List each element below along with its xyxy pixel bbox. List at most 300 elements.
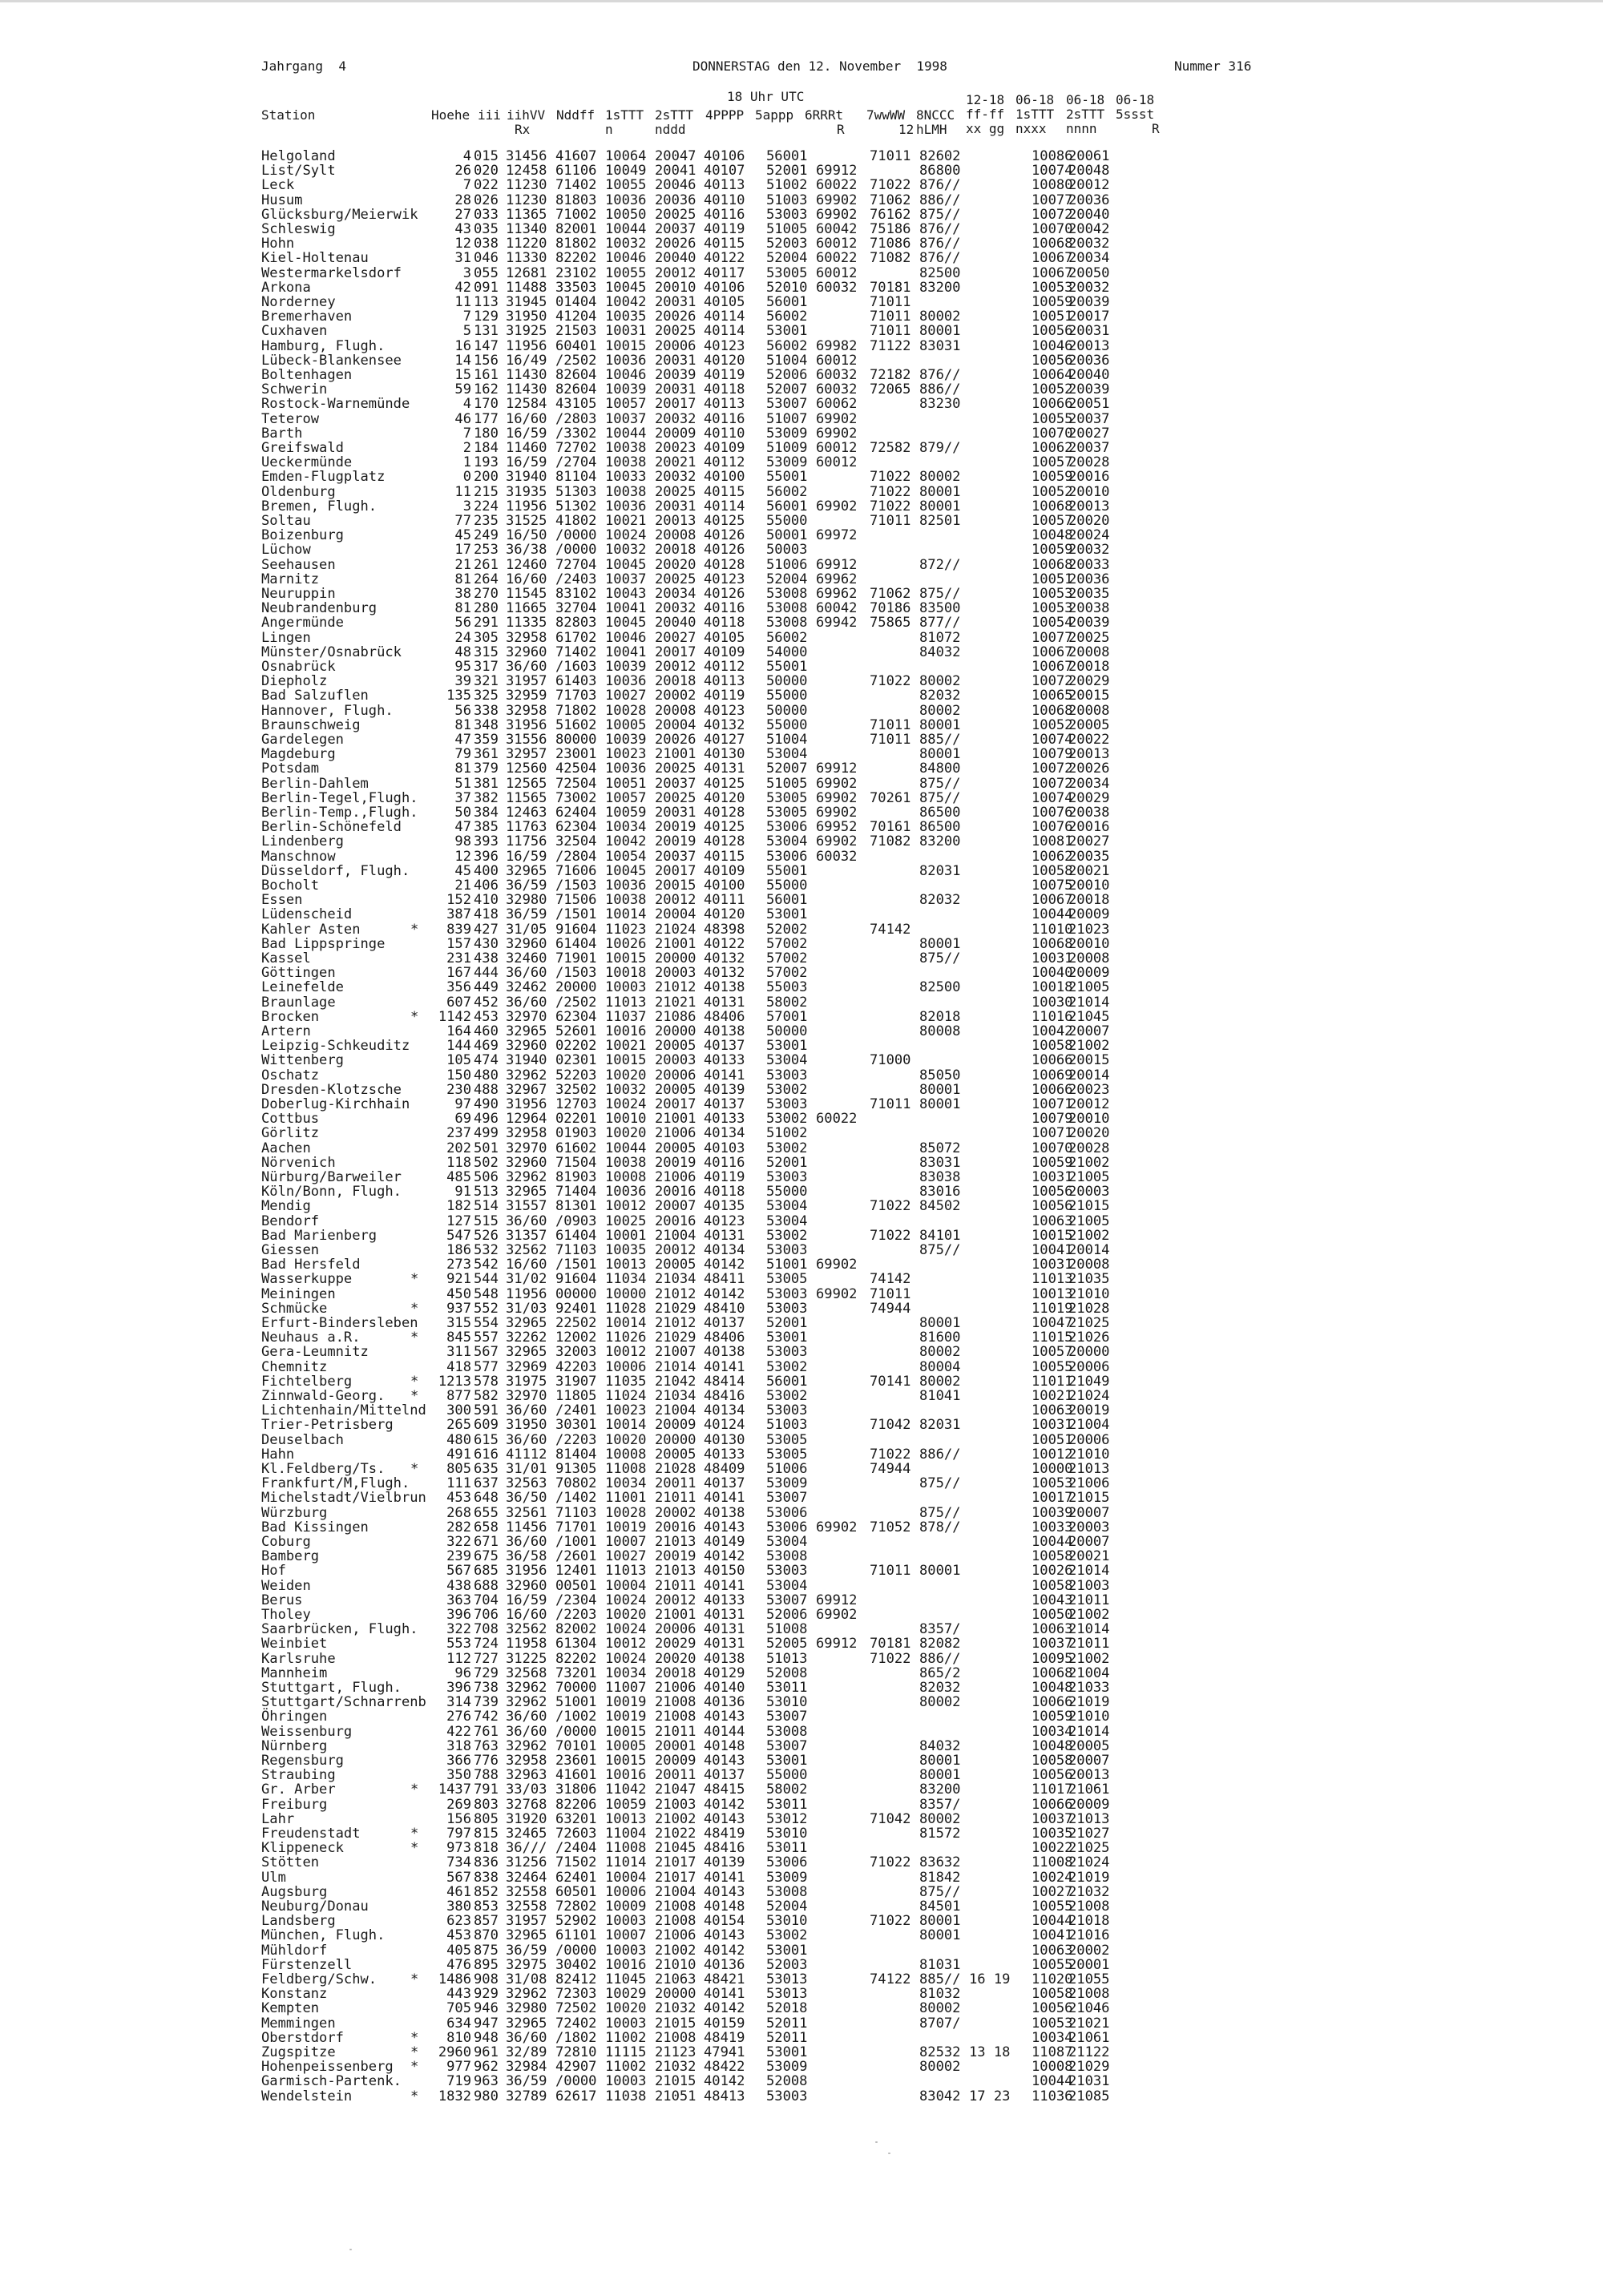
table-row	[261, 1433, 1143, 1447]
group-1sttt-0618: 10037	[1032, 1810, 1073, 1827]
station-id: 033	[474, 206, 499, 223]
station-name: Kempten	[261, 2000, 320, 2017]
group-2sttt-0618: 21016	[1068, 1927, 1110, 1944]
group-2sttt-0618: 21122	[1068, 2044, 1110, 2060]
table-row	[261, 295, 1143, 309]
group-1sttt: 10013	[605, 1257, 647, 1273]
station-id: 359	[474, 732, 499, 748]
group-1sttt: 10059	[605, 805, 647, 821]
group-ihvv: 36/60	[506, 1534, 547, 1550]
station-name: Cottbus	[261, 1111, 320, 1128]
group-1sttt-0618: 10063	[1032, 1942, 1073, 1959]
station-name: Bad Marienberg	[261, 1227, 378, 1244]
group-ihvv: 36/38	[506, 542, 547, 559]
column-header-line: iihVV	[507, 107, 546, 123]
group-2sttt: 20005	[655, 1081, 697, 1098]
table-row	[261, 1214, 1143, 1229]
group-1sttt-0618: 11019	[1032, 1300, 1073, 1317]
group-1sttt-0618: 10080	[1032, 177, 1073, 194]
station-name: Berlin-Schönefeld	[261, 819, 402, 836]
group-5appp: 53007	[766, 1592, 808, 1608]
group-8nccc: 875//	[919, 789, 961, 806]
altitude: 28	[454, 192, 471, 208]
group-ihvv: 32958	[506, 629, 547, 646]
station-name: Braunlage	[261, 994, 336, 1011]
group-1sttt: 10016	[605, 1023, 647, 1039]
group-5appp: 51003	[766, 192, 808, 208]
altitude: 4	[462, 396, 471, 413]
group-4pppp: 40131	[704, 994, 745, 1011]
group-1sttt-0618: 10053	[1032, 1475, 1073, 1492]
group-5appp: 51004	[766, 732, 808, 748]
group-1sttt-0618: 10068	[1032, 236, 1073, 252]
group-ihvv: 36/59	[506, 878, 547, 894]
group-nddff: /2803	[555, 410, 597, 427]
group-1sttt: 11002	[605, 2059, 647, 2076]
station-id: 836	[474, 1854, 499, 1871]
group-8nccc: 81031	[919, 1956, 961, 1973]
altitude: 318	[446, 1737, 471, 1754]
group-1sttt: 10020	[605, 1431, 647, 1448]
group-2sttt: 21013	[655, 1563, 697, 1580]
station-id: 853	[474, 1899, 499, 1915]
group-4pppp: 40133	[704, 1592, 745, 1608]
group-2sttt: 20040	[655, 250, 697, 267]
table-row	[261, 1958, 1143, 1972]
group-nddff: 72303	[555, 1986, 597, 2003]
group-2sttt: 20000	[655, 1431, 697, 1448]
altitude: 2	[462, 440, 471, 456]
station-name: Weissenburg	[261, 1723, 353, 1740]
mountain-mark: *	[410, 1271, 419, 1288]
group-4pppp: 40143	[704, 1709, 745, 1725]
group-8nccc: 8707/	[919, 2015, 961, 2032]
group-2sttt: 21008	[655, 2029, 697, 2046]
group-7wwww: 71022	[870, 1854, 911, 1871]
altitude: 491	[446, 1446, 471, 1463]
group-5appp: 51002	[766, 177, 808, 194]
group-5appp: 57001	[766, 1008, 808, 1025]
group-5appp: 52006	[766, 1607, 808, 1623]
group-4pppp: 48410	[704, 1300, 745, 1317]
group-ihvv: 32558	[506, 1883, 547, 1900]
group-5appp: 51006	[766, 1461, 808, 1477]
station-id: 544	[474, 1271, 499, 1288]
group-ihvv: 11456	[506, 1519, 547, 1535]
altitude: 607	[446, 994, 471, 1011]
table-row	[261, 1972, 1143, 1987]
group-8nccc: 872//	[919, 556, 961, 573]
group-nddff: 32504	[555, 833, 597, 850]
column-header-line: 06-18	[1066, 92, 1105, 107]
group-2sttt-0618: 20014	[1068, 1242, 1110, 1258]
group-4pppp: 40111	[704, 892, 745, 909]
group-1sttt-0618: 10074	[1032, 163, 1073, 180]
group-8nccc: 82032	[919, 688, 961, 704]
station-name: Seehausen	[261, 556, 336, 573]
station-name: Memmingen	[261, 2015, 336, 2032]
group-2sttt: 21011	[655, 1577, 697, 1594]
group-8nccc: 886//	[919, 1650, 961, 1667]
scan-speck	[888, 2153, 890, 2154]
group-4pppp: 48416	[704, 1388, 745, 1404]
group-2sttt-0618: 21045	[1068, 1008, 1110, 1025]
group-nddff: 71103	[555, 1242, 597, 1258]
group-nddff: 71901	[555, 950, 597, 966]
group-2sttt-0618: 20032	[1068, 279, 1110, 296]
table-row	[261, 1229, 1143, 1243]
group-1sttt: 10015	[605, 1052, 647, 1069]
group-nddff: /3302	[555, 425, 597, 442]
group-2sttt: 20007	[655, 1198, 697, 1215]
station-name: Lübeck-Blankensee	[261, 352, 402, 369]
column-header	[655, 108, 693, 137]
table-row	[261, 236, 1143, 251]
group-8nccc: 876//	[919, 236, 961, 252]
group-5appp: 53006	[766, 1854, 808, 1871]
group-2sttt: 20016	[655, 1213, 697, 1229]
group-4pppp: 40143	[704, 1883, 745, 1900]
station-id: 501	[474, 1140, 499, 1156]
group-1sttt-0618: 10067	[1032, 250, 1073, 267]
group-1sttt-0618: 10031	[1032, 1417, 1073, 1434]
group-ihvv: 32465	[506, 1826, 547, 1842]
group-4pppp: 40136	[704, 1694, 745, 1711]
station-name: Brocken	[261, 1008, 320, 1025]
group-5appp: 53003	[766, 2088, 808, 2104]
station-name: Oschatz	[261, 1067, 320, 1083]
group-1sttt: 10020	[605, 1067, 647, 1083]
group-5appp: 55000	[766, 878, 808, 894]
group-nddff: /2804	[555, 848, 597, 865]
group-nddff: /0000	[555, 527, 597, 544]
group-ihvv: 32462	[506, 979, 547, 996]
group-1sttt: 11038	[605, 2088, 647, 2104]
column-header-line: hLMH	[916, 122, 947, 137]
group-5appp: 52010	[766, 279, 808, 296]
group-5appp: 51008	[766, 1621, 808, 1638]
altitude: 231	[446, 950, 471, 966]
group-6rrrt: 69902	[816, 1257, 858, 1273]
column-header-line: R	[1152, 121, 1160, 136]
group-4pppp: 40116	[704, 600, 745, 617]
group-5appp: 52018	[766, 2000, 808, 2017]
group-2sttt-0618: 20022	[1068, 732, 1110, 748]
station-name: Gera-Leumnitz	[261, 1344, 369, 1361]
group-1sttt: 10004	[605, 1577, 647, 1594]
group-ihvv: 11956	[506, 337, 547, 354]
group-7wwww: 70181	[870, 1636, 911, 1652]
table-row	[261, 688, 1143, 703]
group-1sttt-0618: 10066	[1032, 396, 1073, 413]
station-name: Hof	[261, 1563, 286, 1580]
group-4pppp: 40139	[704, 1854, 745, 1871]
group-6rrrt: 69902	[816, 805, 858, 821]
group-2sttt-0618: 20021	[1068, 862, 1110, 879]
column-header-line: 8NCCC	[916, 107, 955, 123]
altitude: 14	[454, 352, 471, 369]
station-id: 895	[474, 1956, 499, 1973]
group-2sttt: 20026	[655, 309, 697, 325]
column-header	[966, 93, 1004, 136]
group-1sttt: 10039	[605, 659, 647, 675]
group-ihvv: 11430	[506, 381, 547, 398]
station-id: 567	[474, 1344, 499, 1361]
station-name: Kiel-Holtenau	[261, 250, 369, 267]
table-row	[261, 397, 1143, 411]
station-name: Schleswig	[261, 221, 336, 237]
group-4pppp: 40123	[704, 337, 745, 354]
group-2sttt-0618: 21085	[1068, 2088, 1110, 2104]
group-ihvv: 31357	[506, 1227, 547, 1244]
group-1sttt: 10033	[605, 469, 647, 486]
column-header-line: nddd	[655, 122, 686, 137]
group-2sttt: 20020	[655, 1650, 697, 1667]
station-id: 635	[474, 1461, 499, 1477]
station-id: 724	[474, 1636, 499, 1652]
group-nddff: /1503	[555, 965, 597, 982]
group-2sttt-0618: 21004	[1068, 1664, 1110, 1681]
group-5appp: 51006	[766, 556, 808, 573]
group-nddff: 71402	[555, 644, 597, 660]
group-4pppp: 40112	[704, 454, 745, 471]
group-1sttt: 10012	[605, 1198, 647, 1215]
group-2sttt: 21002	[655, 1942, 697, 1959]
station-name: Leinefelde	[261, 979, 344, 996]
group-ihvv: 31957	[506, 673, 547, 690]
group-nddff: 32704	[555, 600, 597, 617]
group-2sttt-0618: 20039	[1068, 381, 1110, 398]
group-ihvv: 31/03	[506, 1300, 547, 1317]
group-ihvv: 16/49	[506, 352, 547, 369]
station-name: Fichtelberg	[261, 1373, 353, 1390]
group-1sttt-0618: 10095	[1032, 1650, 1073, 1667]
group-2sttt: 20026	[655, 732, 697, 748]
altitude: 51	[454, 775, 471, 792]
group-1sttt-0618: 10063	[1032, 1621, 1073, 1638]
group-2sttt: 20029	[655, 1636, 697, 1652]
group-2sttt-0618: 20005	[1068, 1737, 1110, 1754]
group-6rrrt: 69902	[816, 425, 858, 442]
altitude: 268	[446, 1504, 471, 1521]
altitude: 16	[454, 337, 471, 354]
group-2sttt-0618: 20032	[1068, 542, 1110, 559]
station-name: Köln/Bonn, Flugh.	[261, 1184, 402, 1200]
group-8nccc: 80004	[919, 1358, 961, 1375]
group-ihvv: 36/50	[506, 1490, 547, 1507]
station-id: 637	[474, 1475, 499, 1492]
group-ihvv: 31935	[506, 483, 547, 500]
group-5appp: 53010	[766, 1694, 808, 1711]
group-1sttt: 10003	[605, 979, 647, 996]
group-8nccc: 82500	[919, 979, 961, 996]
group-5appp: 52003	[766, 1956, 808, 1973]
altitude: 322	[446, 1534, 471, 1550]
altitude: 396	[446, 1607, 471, 1623]
group-ihvv: 16/60	[506, 410, 547, 427]
altitude: 418	[446, 1358, 471, 1375]
group-2sttt: 20011	[655, 1767, 697, 1784]
group-1sttt: 10059	[605, 1796, 647, 1813]
table-row	[261, 1666, 1143, 1681]
group-2sttt-0618: 20029	[1068, 789, 1110, 806]
column-header-line: 18 Uhr UTC	[727, 89, 805, 104]
station-name: Ulm	[261, 1869, 286, 1886]
table-row	[261, 1170, 1143, 1184]
altitude: 311	[446, 1344, 471, 1361]
group-8nccc: 83031	[919, 1154, 961, 1171]
group-2sttt-0618: 20023	[1068, 1081, 1110, 1098]
group-5appp: 52011	[766, 2015, 808, 2032]
table-row	[261, 1301, 1143, 1316]
group-4pppp: 40139	[704, 1081, 745, 1098]
group-1sttt-0618: 10048	[1032, 1737, 1073, 1754]
altitude: 230	[446, 1081, 471, 1098]
station-id: 315	[474, 644, 499, 660]
group-1sttt: 10026	[605, 935, 647, 952]
station-id: 685	[474, 1563, 499, 1580]
group-5appp: 53004	[766, 1534, 808, 1550]
group-5appp: 53013	[766, 1971, 808, 1987]
table-row	[261, 1768, 1143, 1782]
group-ihvv: 32965	[506, 1315, 547, 1331]
group-ihvv: 36/60	[506, 1709, 547, 1725]
group-1sttt-0618: 10075	[1032, 878, 1073, 894]
group-2sttt: 21011	[655, 1490, 697, 1507]
column-header-line: n	[605, 122, 613, 137]
group-nddff: 31907	[555, 1373, 597, 1390]
mountain-mark: *	[410, 1373, 419, 1390]
station-id: 727	[474, 1650, 499, 1667]
station-id: 249	[474, 527, 499, 544]
group-2sttt-0618: 20008	[1068, 644, 1110, 660]
station-id: 393	[474, 833, 499, 850]
group-nddff: 51602	[555, 716, 597, 733]
scan-top-edge	[0, 0, 1603, 2]
date-label: DONNERSTAG den 12. November 1998	[692, 59, 947, 74]
group-ihvv: 16/50	[506, 527, 547, 544]
group-2sttt-0618: 20018	[1068, 659, 1110, 675]
table-row	[261, 587, 1143, 601]
group-2sttt: 21045	[655, 1840, 697, 1857]
group-ihvv: 32962	[506, 1680, 547, 1696]
station-id: 963	[474, 2073, 499, 2090]
station-id: 410	[474, 892, 499, 909]
altitude: 167	[446, 965, 471, 982]
group-ihvv: 31557	[506, 1198, 547, 1215]
group-2sttt: 20018	[655, 542, 697, 559]
station-id: 961	[474, 2044, 499, 2060]
group-2sttt-0618: 20032	[1068, 236, 1110, 252]
station-id: 763	[474, 1737, 499, 1754]
group-2sttt: 20003	[655, 965, 697, 982]
station-name: Glücksburg/Meierwik	[261, 206, 418, 223]
group-ihvv: 32262	[506, 1330, 547, 1346]
group-2sttt: 20037	[655, 221, 697, 237]
group-4pppp: 40130	[704, 746, 745, 763]
group-1sttt-0618: 10052	[1032, 381, 1073, 398]
table-row	[261, 1535, 1143, 1549]
group-5appp: 52008	[766, 2073, 808, 2090]
group-nddff: 52203	[555, 1067, 597, 1083]
station-id: 557	[474, 1330, 499, 1346]
group-4pppp: 40100	[704, 469, 745, 486]
group-4pppp: 48419	[704, 2029, 745, 2046]
table-row	[261, 149, 1143, 163]
station-id: 729	[474, 1664, 499, 1681]
group-5appp: 53007	[766, 1490, 808, 1507]
group-2sttt-0618: 21002	[1068, 1227, 1110, 1244]
station-id: 430	[474, 935, 499, 952]
station-name: Münster/Osnabrück	[261, 644, 402, 660]
station-name: Karlsruhe	[261, 1650, 336, 1667]
altitude: 105	[446, 1052, 471, 1069]
group-nddff: 21503	[555, 323, 597, 340]
station-id: 742	[474, 1709, 499, 1725]
group-4pppp: 40118	[704, 381, 745, 398]
group-1sttt-0618: 10062	[1032, 848, 1073, 865]
column-header	[705, 108, 744, 123]
group-1sttt: 10032	[605, 542, 647, 559]
column-header-line: 4PPPP	[705, 107, 745, 123]
station-name: Wittenberg	[261, 1052, 344, 1069]
group-7wwww: 71042	[870, 1417, 911, 1434]
station-name: Weiden	[261, 1577, 311, 1594]
altitude: 77	[454, 513, 471, 529]
station-name: Bremen, Flugh.	[261, 498, 378, 514]
group-6rrrt: 60032	[816, 367, 858, 383]
group-nddff: 32003	[555, 1344, 597, 1361]
group-4pppp: 40138	[704, 1504, 745, 1521]
station-id: 035	[474, 221, 499, 237]
table-row	[261, 1855, 1143, 1870]
group-6rrrt: 69942	[816, 615, 858, 632]
station-id: 038	[474, 236, 499, 252]
group-8nccc: 876//	[919, 177, 961, 194]
altitude: 56	[454, 615, 471, 632]
mountain-mark: *	[410, 1782, 419, 1798]
group-ihvv: 31525	[506, 513, 547, 529]
group-2sttt-0618: 20010	[1068, 878, 1110, 894]
station-name: Lüdenscheid	[261, 906, 353, 923]
group-2sttt: 21008	[655, 1709, 697, 1725]
group-5appp: 56001	[766, 294, 808, 310]
group-1sttt-0618: 10072	[1032, 206, 1073, 223]
altitude: 27	[454, 206, 471, 223]
group-4pppp: 40109	[704, 862, 745, 879]
group-nddff: 82412	[555, 1971, 597, 1987]
group-ihvv: 36/60	[506, 1431, 547, 1448]
group-1sttt-0618: 11011	[1032, 1373, 1073, 1390]
altitude: 314	[446, 1694, 471, 1711]
group-1sttt-0618: 10031	[1032, 1257, 1073, 1273]
mountain-mark: *	[410, 2088, 419, 2104]
group-4pppp: 40126	[704, 586, 745, 602]
station-name: Oberstdorf	[261, 2029, 344, 2046]
table-row	[261, 1068, 1143, 1083]
group-2sttt: 20013	[655, 513, 697, 529]
mountain-mark: *	[410, 921, 419, 938]
group-nddff: 82803	[555, 615, 597, 632]
station-id: 224	[474, 498, 499, 514]
group-7wwww: 71022	[870, 1198, 911, 1215]
group-1sttt-0618: 10047	[1032, 1315, 1073, 1331]
group-nddff: /1402	[555, 1490, 597, 1507]
group-1sttt-0618: 10058	[1032, 862, 1073, 879]
station-id: 526	[474, 1227, 499, 1244]
group-ihvv: 11460	[506, 440, 547, 456]
group-4pppp: 40105	[704, 294, 745, 310]
